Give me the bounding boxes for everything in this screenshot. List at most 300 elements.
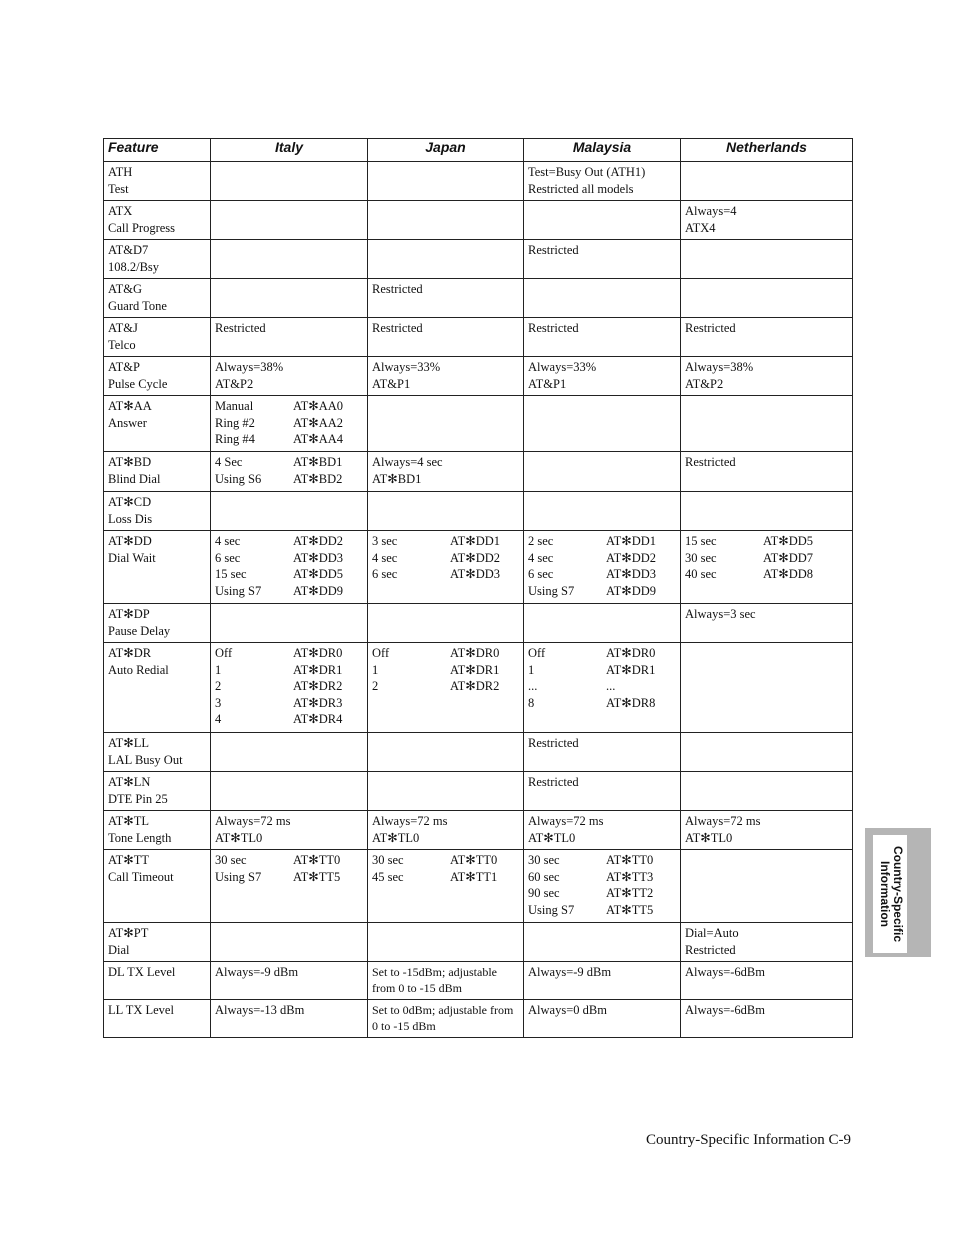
feature-description: Auto Redial [108, 662, 169, 677]
setting-pair [528, 583, 677, 600]
setting-value: Always=0 dBm [528, 1003, 607, 1017]
setting-value: Restricted [528, 243, 579, 257]
cell-japan [368, 452, 524, 492]
cell-malaysia [524, 162, 681, 201]
feature-description: Pulse Cycle [108, 376, 168, 391]
feature-command: AT✻BD [108, 455, 152, 469]
feature-cell [104, 318, 211, 357]
feature-command: AT&D7 [108, 243, 149, 257]
setting-value: Restricted [372, 321, 423, 335]
cell-malaysia [524, 643, 681, 733]
table-header-row [104, 139, 853, 162]
table-row [104, 643, 853, 733]
setting-option: Using S7 [215, 869, 262, 884]
setting-value: Always=-9 dBm [215, 965, 299, 979]
setting-command: AT✻DD5 [293, 567, 344, 581]
setting-pair [528, 678, 677, 695]
setting-option: 90 sec [528, 886, 560, 900]
cell-netherlands [681, 318, 853, 357]
setting-option: Using S6 [215, 471, 262, 486]
setting-value: Restricted [528, 736, 579, 750]
setting-command: AT✻DD5 [763, 534, 814, 548]
table-row [104, 850, 853, 923]
feature-cell [104, 923, 211, 962]
setting-option: 30 sec [372, 853, 404, 867]
cell-italy [211, 318, 368, 357]
feature-cell [104, 492, 211, 531]
setting-command: AT✻DR2 [450, 679, 500, 693]
feature-cell [104, 396, 211, 452]
setting-pair [528, 885, 677, 902]
feature-command: AT✻DD [108, 534, 152, 548]
feature-cell [104, 733, 211, 772]
setting-pair [215, 852, 364, 869]
setting-option: 6 sec [372, 567, 398, 581]
cell-netherlands [681, 396, 853, 452]
setting-pair [528, 533, 677, 550]
feature-cell [104, 240, 211, 279]
feature-command: AT✻CD [108, 495, 152, 509]
setting-pair [372, 662, 520, 679]
setting-value: AT&P1 [528, 376, 567, 391]
table-row [104, 962, 853, 1000]
feature-cell [104, 162, 211, 201]
setting-command: AT✻BD1 [293, 455, 343, 469]
cell-italy [211, 357, 368, 396]
feature-description: Telco [108, 337, 136, 352]
setting-command: AT✻DD1 [606, 534, 657, 548]
setting-pair [215, 645, 364, 662]
feature-command: AT✻TT [108, 853, 150, 867]
feature-cell [104, 962, 211, 1000]
cell-malaysia [524, 733, 681, 772]
feature-cell [104, 279, 211, 318]
setting-value: Always=4 sec [372, 455, 443, 469]
cell-netherlands [681, 492, 853, 531]
table-row [104, 492, 853, 531]
table-row [104, 733, 853, 772]
feature-cell [104, 201, 211, 240]
setting-command: AT✻DD9 [293, 583, 344, 598]
cell-malaysia [524, 240, 681, 279]
setting-option: 3 sec [372, 534, 398, 548]
setting-pair [372, 852, 520, 869]
setting-value: AT&P2 [685, 376, 724, 391]
feature-description: Dial [108, 942, 130, 957]
setting-option: 15 sec [215, 567, 247, 581]
cell-italy [211, 733, 368, 772]
cell-japan [368, 772, 524, 811]
setting-option: 1 [528, 662, 535, 677]
setting-pair [215, 662, 364, 679]
cell-malaysia [524, 923, 681, 962]
setting-option: 1 [372, 662, 379, 677]
feature-command: ATX [108, 204, 133, 218]
setting-value: Restricted [528, 321, 579, 335]
setting-pair [215, 533, 364, 550]
cell-japan [368, 162, 524, 201]
setting-command: ... [606, 679, 616, 693]
setting-command: AT✻DR3 [293, 695, 343, 710]
cell-malaysia [524, 396, 681, 452]
setting-value: Restricted [685, 321, 736, 335]
setting-option: 45 sec [372, 869, 404, 884]
setting-option: Manual [215, 399, 254, 413]
cell-italy [211, 643, 368, 733]
cell-italy [211, 162, 368, 201]
cell-italy [211, 604, 368, 643]
cell-netherlands [681, 811, 853, 850]
feature-command: AT✻DP [108, 607, 150, 621]
cell-italy [211, 531, 368, 604]
feature-command: AT✻TL [108, 814, 150, 828]
setting-option: 15 sec [685, 534, 717, 548]
cell-japan [368, 643, 524, 733]
setting-command: AT✻TT5 [293, 869, 341, 884]
cell-malaysia [524, 962, 681, 1000]
setting-option: 6 sec [528, 567, 554, 581]
setting-command: AT✻DD8 [763, 567, 814, 581]
feature-description: Answer [108, 415, 147, 430]
setting-option: Using S7 [528, 583, 575, 598]
table-body [104, 162, 853, 1038]
setting-command: AT✻DD3 [450, 567, 501, 581]
section-side-tab [865, 828, 931, 957]
setting-pair [215, 566, 364, 583]
feature-cell [104, 772, 211, 811]
feature-command: AT✻LL [108, 736, 150, 750]
setting-value: Restricted [685, 942, 736, 957]
setting-option: Ring #2 [215, 415, 255, 430]
cell-japan [368, 850, 524, 923]
cell-japan [368, 318, 524, 357]
side-tab-panel [873, 835, 907, 953]
feature-command: AT✻PT [108, 926, 149, 940]
setting-option: 4 [215, 712, 222, 726]
country-feature-table [103, 138, 853, 1038]
setting-option: 40 sec [685, 567, 717, 581]
setting-option: Ring #4 [215, 432, 255, 446]
setting-option: Using S7 [215, 583, 262, 598]
setting-pair [215, 471, 364, 488]
feature-description: Dial Wait [108, 550, 156, 565]
cell-malaysia [524, 357, 681, 396]
setting-value: Always=-6dBm [685, 1003, 765, 1017]
setting-value: AT✻TL0 [372, 830, 420, 845]
setting-value: AT&P2 [215, 376, 254, 391]
feature-cell [104, 850, 211, 923]
setting-command: AT✻TT0 [606, 853, 654, 867]
setting-command: AT✻TT5 [606, 902, 654, 917]
setting-command: AT✻TT3 [606, 869, 654, 884]
setting-command: AT✻DR8 [606, 695, 656, 710]
setting-option: Off [528, 646, 546, 660]
setting-pair [685, 566, 849, 583]
cell-netherlands [681, 962, 853, 1000]
feature-command: AT&J [108, 321, 138, 335]
setting-pair [528, 852, 677, 869]
cell-japan [368, 1000, 524, 1038]
feature-description: Guard Tone [108, 298, 167, 313]
feature-command: AT&P [108, 360, 140, 374]
table-row [104, 923, 853, 962]
setting-option: 4 sec [372, 550, 398, 565]
setting-value: Restricted [215, 321, 266, 335]
cell-malaysia [524, 201, 681, 240]
setting-option: 4 sec [528, 550, 554, 565]
setting-command: AT✻DR0 [606, 646, 656, 660]
feature-description: DTE Pin 25 [108, 791, 168, 806]
cell-netherlands [681, 850, 853, 923]
feature-description: Pause Delay [108, 623, 171, 638]
cell-italy [211, 772, 368, 811]
setting-pair [372, 678, 520, 695]
setting-pair [528, 695, 677, 712]
cell-japan [368, 962, 524, 1000]
cell-italy [211, 240, 368, 279]
table-row [104, 531, 853, 604]
feature-cell [104, 811, 211, 850]
feature-description: 108.2/Bsy [108, 259, 160, 274]
setting-command: AT✻DD2 [293, 534, 344, 548]
setting-pair [372, 869, 520, 886]
side-tab-label: Country-Specific Information [878, 845, 905, 942]
feature-description: Blind Dial [108, 471, 161, 486]
header-feature: Feature [104, 139, 211, 162]
setting-value: Restricted [685, 455, 736, 469]
cell-japan [368, 201, 524, 240]
setting-value: Always=33% [372, 360, 441, 374]
setting-command: AT✻DD3 [293, 550, 344, 565]
setting-option: Off [372, 646, 390, 660]
setting-value: Restricted all models [528, 181, 634, 196]
setting-value: Always=72 ms [528, 814, 604, 828]
setting-command: AT✻AA4 [293, 432, 344, 446]
setting-note: Set to -15dBm; adjustable from 0 to -15 dBm [372, 965, 497, 995]
cell-japan [368, 396, 524, 452]
setting-pair [215, 550, 364, 567]
cell-malaysia [524, 850, 681, 923]
table-row [104, 318, 853, 357]
setting-note: Set to 0dBm; adjustable from 0 to -15 dBm [372, 1003, 514, 1033]
table-row [104, 452, 853, 492]
cell-netherlands [681, 279, 853, 318]
setting-command: AT✻TT0 [293, 853, 341, 867]
cell-italy [211, 1000, 368, 1038]
setting-command: AT✻BD2 [293, 471, 343, 486]
feature-command: AT✻LN [108, 775, 151, 789]
setting-value: Always=3 sec [685, 607, 756, 621]
setting-pair [685, 550, 849, 567]
table-row [104, 357, 853, 396]
setting-option: Off [215, 646, 233, 660]
cell-italy [211, 201, 368, 240]
cell-malaysia [524, 279, 681, 318]
feature-command: ATH [108, 165, 133, 179]
feature-description: Call Progress [108, 220, 176, 235]
cell-netherlands [681, 772, 853, 811]
setting-command: AT✻DD3 [606, 567, 657, 581]
setting-pair [215, 869, 364, 886]
cell-italy [211, 850, 368, 923]
setting-option: 2 [215, 679, 222, 693]
cell-netherlands [681, 162, 853, 201]
table-row [104, 1000, 853, 1038]
setting-value: Always=72 ms [372, 814, 448, 828]
feature-cell [104, 452, 211, 492]
setting-option: 2 [372, 679, 379, 693]
header-japan: Japan [368, 139, 524, 162]
setting-value: Always=38% [215, 360, 284, 374]
cell-malaysia [524, 1000, 681, 1038]
table-row [104, 162, 853, 201]
setting-pair [372, 533, 520, 550]
feature-description: Test [108, 181, 129, 196]
setting-command: AT✻DD9 [606, 583, 657, 598]
feature-command: AT✻DR [108, 646, 152, 660]
feature-cell [104, 357, 211, 396]
setting-pair [215, 678, 364, 695]
cell-italy [211, 452, 368, 492]
setting-pair [215, 583, 364, 600]
setting-option: 30 sec [528, 853, 560, 867]
setting-command: AT✻DD1 [450, 534, 501, 548]
cell-malaysia [524, 772, 681, 811]
table-row [104, 396, 853, 452]
feature-description: Loss Dis [108, 511, 153, 526]
cell-japan [368, 811, 524, 850]
setting-command: AT✻AA2 [293, 415, 344, 430]
setting-command: AT✻DR1 [293, 662, 343, 677]
setting-value: AT✻TL0 [685, 830, 733, 845]
setting-value: Always=-13 dBm [215, 1003, 305, 1017]
setting-command: AT✻AA0 [293, 399, 344, 413]
table-row [104, 279, 853, 318]
setting-pair [528, 869, 677, 886]
cell-malaysia [524, 452, 681, 492]
setting-value: AT✻TL0 [215, 830, 263, 845]
feature-command: DL TX Level [108, 965, 176, 979]
setting-pair [372, 566, 520, 583]
setting-option: Using S7 [528, 902, 575, 917]
cell-italy [211, 811, 368, 850]
setting-pair [215, 415, 364, 432]
setting-pair [528, 645, 677, 662]
setting-pair [215, 454, 364, 471]
setting-option: 30 sec [685, 550, 717, 565]
cell-japan [368, 492, 524, 531]
setting-command: AT✻DR4 [293, 712, 343, 726]
feature-cell [104, 604, 211, 643]
cell-japan [368, 531, 524, 604]
feature-command: AT&G [108, 282, 143, 296]
cell-netherlands [681, 604, 853, 643]
cell-malaysia [524, 531, 681, 604]
setting-pair [372, 645, 520, 662]
cell-netherlands [681, 923, 853, 962]
setting-pair [685, 533, 849, 550]
cell-malaysia [524, 604, 681, 643]
setting-value: AT✻TL0 [528, 830, 576, 845]
setting-value: Always=72 ms [215, 814, 291, 828]
setting-value: Always=33% [528, 360, 597, 374]
setting-value: Restricted [528, 775, 579, 789]
setting-command: AT✻DR1 [450, 662, 500, 677]
cell-italy [211, 492, 368, 531]
setting-value: Always=4 [685, 204, 737, 218]
setting-option: 3 [215, 695, 222, 710]
feature-command: LL TX Level [108, 1003, 174, 1017]
setting-value: Restricted [372, 282, 423, 296]
setting-option: 60 sec [528, 869, 560, 884]
setting-value: AT&P1 [372, 376, 411, 391]
setting-command: AT✻TT1 [450, 869, 498, 884]
setting-pair [215, 695, 364, 712]
cell-netherlands [681, 240, 853, 279]
cell-japan [368, 923, 524, 962]
header-netherlands: Netherlands [681, 139, 853, 162]
setting-pair [372, 550, 520, 567]
setting-option: 8 [528, 695, 535, 710]
cell-netherlands [681, 357, 853, 396]
setting-value: AT✻BD1 [372, 471, 422, 486]
table-row [104, 240, 853, 279]
feature-cell [104, 643, 211, 733]
setting-value: Always=38% [685, 360, 754, 374]
header-malaysia: Malaysia [524, 139, 681, 162]
setting-option: 4 sec [215, 534, 241, 548]
setting-command: AT✻DR0 [450, 646, 500, 660]
page-footer: Country-Specific Information C-9 [646, 1132, 851, 1148]
table-row [104, 811, 853, 850]
setting-command: AT✻DR1 [606, 662, 656, 677]
cell-malaysia [524, 811, 681, 850]
setting-command: AT✻DR2 [293, 679, 343, 693]
setting-command: AT✻DR0 [293, 646, 343, 660]
table-row [104, 772, 853, 811]
cell-netherlands [681, 531, 853, 604]
setting-command: AT✻DD2 [450, 550, 501, 565]
setting-command: AT✻DD7 [763, 550, 814, 565]
setting-option: 4 Sec [215, 455, 243, 469]
feature-description: LAL Busy Out [108, 752, 183, 767]
setting-command: AT✻TT0 [450, 853, 498, 867]
cell-japan [368, 733, 524, 772]
setting-pair [528, 550, 677, 567]
setting-option: 6 sec [215, 550, 241, 565]
setting-command: AT✻DD2 [606, 550, 657, 565]
cell-malaysia [524, 492, 681, 531]
setting-value: Dial=Auto [685, 926, 739, 940]
cell-japan [368, 357, 524, 396]
setting-option: 1 [215, 662, 222, 677]
setting-pair [528, 662, 677, 679]
cell-netherlands [681, 1000, 853, 1038]
cell-netherlands [681, 452, 853, 492]
header-italy: Italy [211, 139, 368, 162]
feature-description: Tone Length [108, 830, 172, 845]
setting-pair [215, 711, 364, 728]
setting-pair [215, 431, 364, 448]
cell-italy [211, 923, 368, 962]
setting-option: ... [528, 679, 538, 693]
feature-command: AT✻AA [108, 399, 152, 413]
table-row [104, 201, 853, 240]
cell-italy [211, 962, 368, 1000]
cell-malaysia [524, 318, 681, 357]
cell-netherlands [681, 733, 853, 772]
cell-italy [211, 279, 368, 318]
